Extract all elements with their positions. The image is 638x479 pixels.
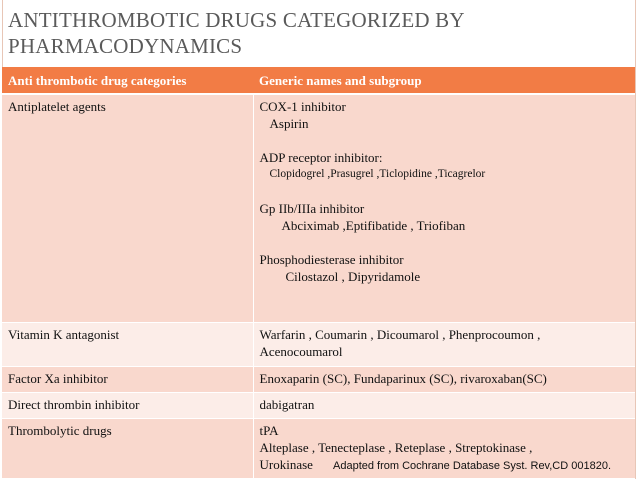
- slide-title: [8, 7, 568, 59]
- category-cell: Direct thrombin inhibitor: [2, 392, 253, 418]
- generic-names-cell: [253, 94, 635, 322]
- table-row: [2, 392, 635, 418]
- subgroup-label: Gp IIb/IIIa inhibitor: [259, 201, 365, 216]
- subgroup-label: ADP receptor inhibitor:: [259, 150, 383, 165]
- drug-list: Aspirin: [269, 116, 309, 131]
- spacer: [260, 183, 630, 200]
- subgroup-label: COX-1 inhibitor: [259, 99, 346, 114]
- drug-list: Enoxaparin (SC), Fundaparinux (SC), rivaroxaban(SC): [259, 370, 547, 386]
- subgroup-label: Phosphodiesterase inhibitor: [259, 252, 404, 267]
- generic-names-cell: [253, 322, 635, 366]
- source-note: Adapted from Cochrane Database Syst. Rev,CD 001820.: [333, 460, 612, 472]
- table-header-row: [2, 67, 635, 94]
- category-cell: Thrombolytic drugs: [2, 418, 253, 478]
- drug-list: Clopidogrel ,Prasugrel ,Ticlopidine ,Ticagrelor: [269, 168, 486, 180]
- drug-categories-table: [2, 67, 635, 479]
- header-categories: Anti thrombotic drug categories: [2, 67, 253, 94]
- generic-names-cell: [253, 366, 635, 392]
- spacer: [260, 132, 630, 149]
- drug-list: Alteplase , Tenecteplase , Reteplase , Streptokinase ,: [259, 439, 533, 455]
- table-row: [2, 322, 635, 366]
- drug-list: Cilostazol , Dipyridamole: [285, 269, 421, 284]
- category-cell: Vitamin K antagonist: [2, 322, 253, 366]
- table-row: [2, 94, 635, 322]
- header-generic-names: Generic names and subgroup: [253, 67, 635, 94]
- slide-title-line-1: ANTITHROMBOTIC DRUGS CATEGORIZED BY: [8, 8, 465, 32]
- drug-list: Urokinase: [259, 456, 313, 472]
- spacer: [260, 234, 630, 251]
- drug-list: Warfarin , Coumarin , Dicoumarol , Phenprocoumon ,: [259, 326, 541, 342]
- table-row: [2, 366, 635, 392]
- drug-list: Abciximab ,Eptifibatide , Triofiban: [281, 218, 466, 233]
- drug-list: dabigatran: [259, 396, 315, 412]
- category-cell: Antiplatelet agents: [2, 94, 253, 322]
- slide-border-right: [635, 0, 636, 479]
- drug-list: Acenocoumarol: [259, 343, 343, 359]
- drug-list: tPA: [259, 422, 279, 438]
- slide-title-line-2: PHARMACODYNAMICS: [8, 34, 243, 58]
- category-cell: Factor Xa inhibitor: [2, 366, 253, 392]
- generic-names-cell: [253, 392, 635, 418]
